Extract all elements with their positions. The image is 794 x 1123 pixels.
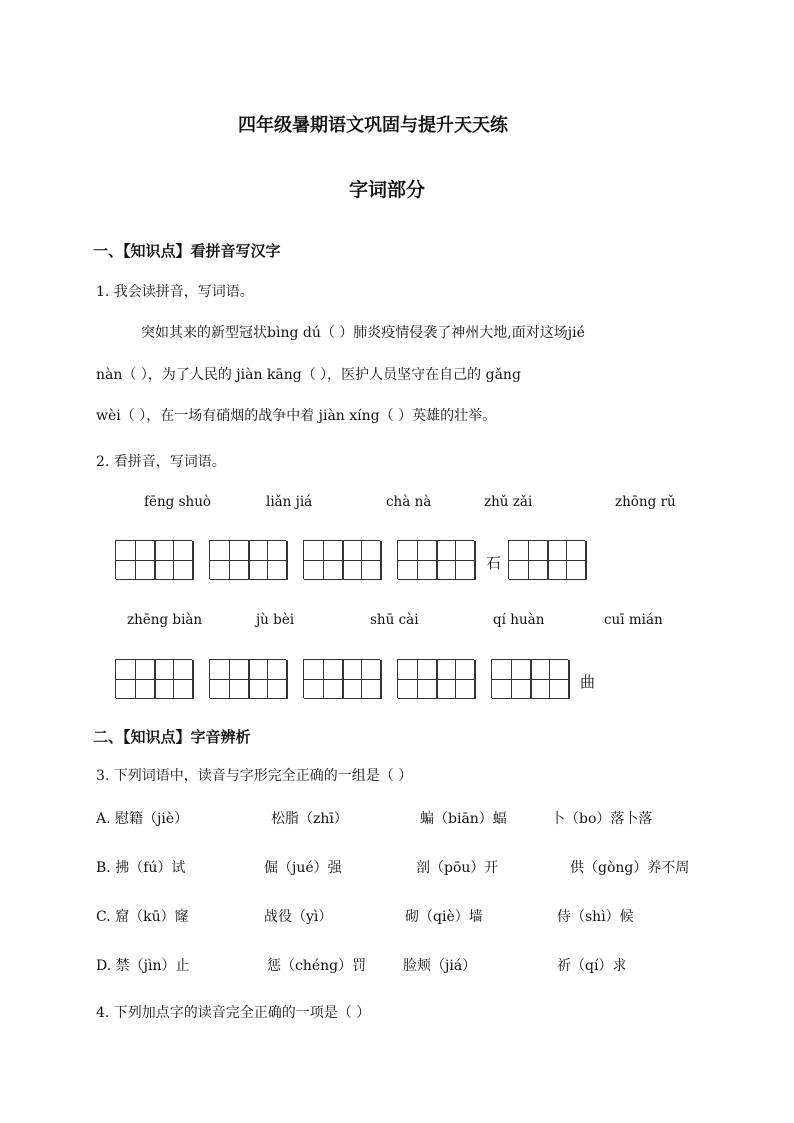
question-4-label: 4. 下列加点字的读音完全正确的一项是（ ） — [96, 1005, 371, 1021]
grid-suffix-char: 石 — [486, 554, 502, 572]
option-d-item: D. 禁（jìn）止 — [96, 958, 190, 974]
page-subtitle: 字词部分 — [349, 179, 426, 201]
writing-grid[interactable] — [209, 540, 286, 579]
option-b-item: 供（gòng）养不周 — [570, 860, 690, 876]
pinyin-label: zhōng rǔ — [615, 494, 676, 510]
pinyin-label: shū cài — [370, 612, 419, 628]
option-d-item: 脸颊（jiá） — [403, 958, 477, 974]
section-heading-2: 二、【知识点】字音辨析 — [93, 728, 251, 746]
writing-grid[interactable] — [508, 540, 585, 579]
question-1-line-1: 突如其来的新型冠状bìng dú（ ）肺炎疫情侵袭了神州大地,面对这场jié — [141, 325, 585, 341]
writing-grid[interactable] — [397, 540, 474, 579]
page-title: 四年级暑期语文巩固与提升天天练 — [238, 115, 508, 136]
question-1-label: 1. 我会读拼音，写词语。 — [96, 284, 254, 300]
pinyin-label: chà nà — [386, 494, 432, 510]
option-a-item: 蝙（biān）蝠 — [420, 811, 507, 827]
question-3-label: 3. 下列词语中，读音与字形完全正确的一组是（ ） — [96, 768, 413, 784]
grid-suffix-char: 曲 — [580, 673, 596, 691]
option-a-item: 松脂（zhī） — [271, 811, 348, 827]
section-heading-1: 一、【知识点】看拼音写汉字 — [93, 242, 281, 260]
option-d-item: 惩（chéng）罚 — [267, 958, 367, 974]
option-a-item: A. 慰籍（jiè） — [96, 811, 189, 827]
writing-grid[interactable] — [209, 659, 286, 698]
writing-grid[interactable] — [303, 659, 380, 698]
pinyin-label: cuī mián — [604, 612, 663, 628]
pinyin-label: zhǔ zǎi — [484, 494, 533, 510]
writing-grid[interactable] — [491, 659, 568, 698]
question-1-line-2: nàn（ ），为了人民的 jiàn kāng（ ），医护人员坚守在自己的 gǎng — [96, 367, 521, 383]
option-b-item: 剖（pōu）开 — [416, 860, 499, 876]
option-d-item: 祈（qí）求 — [557, 958, 627, 974]
writing-grid[interactable] — [115, 540, 192, 579]
option-a-item: 卜（bo）落卜落 — [551, 811, 653, 827]
pinyin-label: liǎn jiá — [266, 494, 313, 510]
option-b-item: B. 拂（fú）试 — [96, 860, 186, 876]
question-1-line-3: wèi（ ），在一场有硝烟的战争中着 jiàn xíng（ ）英雄的壮举。 — [96, 408, 497, 424]
option-c-item: 战役（yì） — [264, 909, 333, 925]
option-c-item: 砌（qiè）墙 — [405, 909, 483, 925]
option-c-item: 侍（shì）候 — [557, 909, 634, 925]
writing-grid[interactable] — [115, 659, 192, 698]
writing-grid[interactable] — [397, 659, 474, 698]
pinyin-label: zhēng biàn — [127, 612, 203, 628]
option-c-item: C. 窟（kū）窿 — [96, 909, 189, 925]
option-b-item: 倔（jué）强 — [264, 860, 342, 876]
question-2-label: 2. 看拼音，写词语。 — [96, 454, 226, 470]
pinyin-label: fēng shuò — [144, 494, 212, 510]
pinyin-label: jù bèi — [256, 612, 295, 628]
writing-grid[interactable] — [303, 540, 380, 579]
pinyin-label: qí huàn — [493, 612, 545, 628]
